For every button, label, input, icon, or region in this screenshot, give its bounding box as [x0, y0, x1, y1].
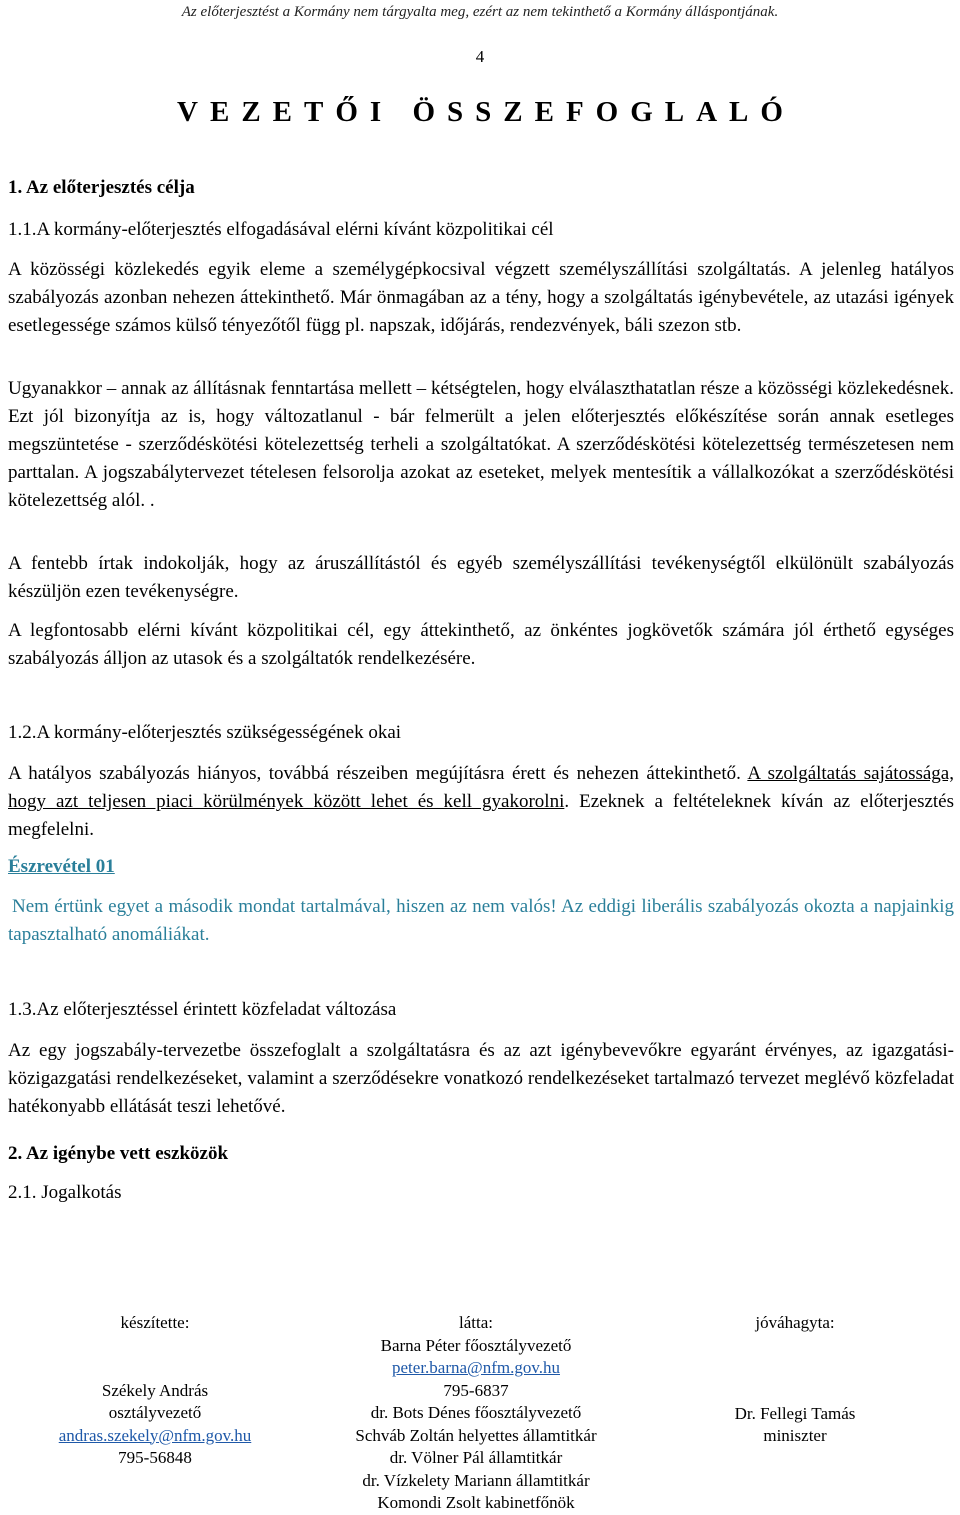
prepared-name: Székely András	[101, 1380, 209, 1400]
observation-text: Nem értünk egyet a második mondat tartalmával, hiszen az nem valós! Az eddigi liberális szabályozás okozta a napjainkig tapasztalható anomáliákat.	[8, 896, 954, 945]
seen-line-5: Schváb Zoltán helyettes államtitkár	[355, 1425, 597, 1445]
approved-name: Dr. Fellegi Tamás	[734, 1403, 856, 1423]
seen-line-8: Komondi Zsolt kabinetfőnök	[377, 1493, 575, 1512]
seen-line-7: dr. Vízkelety Mariann államtitkár	[362, 1470, 590, 1490]
prepared-by-column	[30, 1312, 280, 1470]
paragraph-1-1-c: A fentebb írtak indokolják, hogy az áruszállítástól és egyéb személyszállítási tevékenységtől elkülönült szabályozás készüljön ezen tevékenységre.	[8, 553, 954, 602]
section-2-heading: 2. Az igénybe vett eszközök	[8, 1143, 229, 1164]
prepared-label: készítette:	[120, 1313, 190, 1332]
section-1-2-heading: 1.2.A kormány-előterjesztés szükségességének okai	[8, 722, 402, 743]
document-title: VEZETŐI ÖSSZEFOGLALÓ	[177, 96, 795, 128]
seen-line-4: dr. Bots Dénes főosztályvezető	[370, 1403, 582, 1422]
section-1-1-heading: 1.1.A kormány-előterjesztés elfogadásával elérni kívánt közpolitikai cél	[8, 219, 554, 240]
paragraph-1-2-a	[8, 760, 954, 844]
draft-notice-header: Az előterjesztést a Kormány nem tárgyalta meg, ezért az nem tekinthető a Kormány álláspontjának.	[181, 4, 779, 20]
seen-line-6: dr. Völner Pál államtitkár	[389, 1448, 563, 1467]
approved-by-column	[700, 1312, 890, 1448]
page-number: 4	[475, 47, 485, 66]
paragraph-1-2-a-start: A hatályos szabályozás hiányos, továbbá részeiben megújításra érett és nehezen áttekinthető.	[8, 763, 748, 784]
section-1-3-heading: 1.3.Az előterjesztéssel érintett közfeladat változása	[8, 999, 397, 1020]
paragraph-1-3-a: Az egy jogszabály-tervezetbe összefoglalt a szolgáltatásra és az azt igénybevevőkre egyaránt érvényes, az igazgatási-közigazgatási rendelkezéseket, valamint a szerződésekre vonatkozó rendelkezéseket tartalmazó tervezet meglévő közfeladat hatékonyabb ellátását teszi lehetővé.	[8, 1040, 954, 1117]
section-2-1-heading: 2.1. Jogalkotás	[8, 1182, 122, 1203]
approved-title: miniszter	[763, 1426, 827, 1445]
observation-heading: Észrevétel 01	[8, 856, 115, 877]
seen-label: látta:	[459, 1313, 493, 1332]
paragraph-1-1-a: A közösségi közlekedés egyik eleme a személygépkocsival végzett személyszállítási szolgáltatás. A jelenleg hatályos szabályozás azonban nehezen áttekinthető. Már önmagában az a tény, hogy a szolgáltatás igénybevétele, az utazási igények esetlegessége számos külső tényezőtől függ pl. napszak, időjárás, rendezvények, báli szezon stb.	[8, 259, 954, 336]
seen-phone: 795-6837	[443, 1380, 509, 1400]
paragraph-1-1-d: A legfontosabb elérni kívánt közpolitikai cél, egy áttekinthető, az önkéntes jogkövetők számára jól érthető egységes szabályozás álljon az utasok és a szolgáltatók rendelkezésére.	[8, 620, 954, 669]
seen-by-column	[326, 1312, 626, 1515]
section-1-heading: 1. Az előterjesztés célja	[8, 177, 195, 198]
underlined-sentence: A szolgáltatás sajátossága, hogy azt teljesen piaci körülmények között lehet és kell gyakorolni	[8, 763, 954, 812]
paragraph-1-1-b: Ugyanakkor – annak az állításnak fenntartása mellett – kétségtelen, hogy elválaszthatatlan része a közösségi közlekedésnek. Ezt jól bizonyítja az is, hogy változatlanul - bár felmerült a jelen előterjesztés előkészítése során annak esetleges megszüntetése - szerződéskötési kötelezettség terheli a szolgáltatókat. A szerződéskötési kötelezettség természetesen nem parttalan. A jogszabálytervezet tételesen felsorolja azokat az eseteket, melyek mentesítik a vállalkozókat a szerződéskötési kötelezettség alól. .	[8, 378, 954, 511]
seen-line-1: Barna Péter főosztályvezető	[380, 1335, 572, 1355]
seen-email-link[interactable]: peter.barna@nfm.gov.hu	[392, 1358, 560, 1377]
prepared-email-link[interactable]: andras.szekely@nfm.gov.hu	[58, 1425, 252, 1445]
prepared-phone: 795-56848	[118, 1448, 192, 1467]
approved-label: jóváhagyta:	[755, 1313, 835, 1332]
prepared-title: osztályvezető	[108, 1403, 202, 1422]
paragraph-1-2-a-end: . Ezeknek a feltételeknek kíván az előterjesztés megfelelni.	[8, 791, 954, 840]
